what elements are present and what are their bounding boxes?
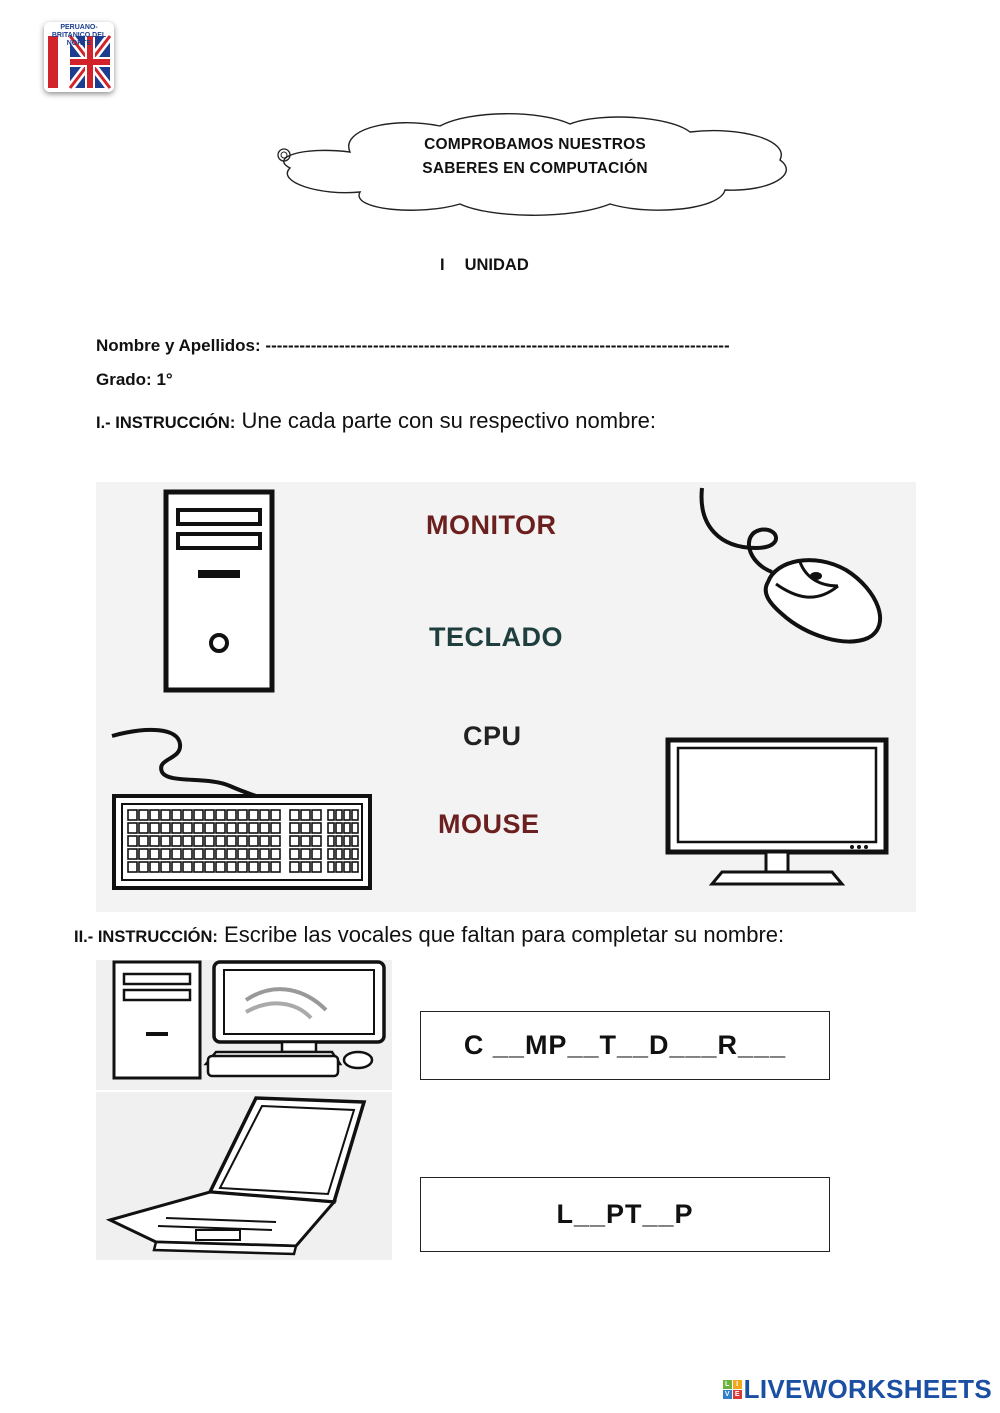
keyboard-icon[interactable] — [108, 726, 378, 892]
word-monitor[interactable]: MONITOR — [426, 510, 557, 540]
cloud-title-line1: COMPROBAMOS NUESTROS — [424, 136, 646, 153]
section1-label: I.- INSTRUCCIÓN: — [96, 414, 236, 432]
word-mouse[interactable]: MOUSE — [438, 809, 540, 839]
mouse-icon[interactable] — [696, 486, 896, 646]
desktop-computer-picture — [96, 960, 392, 1090]
section2-text: Escribe las vocales que faltan para completar su nombre: — [224, 922, 785, 947]
matching-exercise — [96, 482, 916, 912]
monitor-icon[interactable] — [662, 734, 892, 890]
grade-label: Grado: 1° — [96, 370, 173, 389]
desktop-computer-icon — [96, 960, 392, 1090]
answer-box-computadora[interactable]: C __MP__T__D___R___ — [420, 1011, 830, 1080]
laptop-icon — [96, 1092, 392, 1260]
answer-box-laptop[interactable]: L__PT__P — [420, 1177, 830, 1252]
name-label: Nombre y Apellidos: — [96, 336, 261, 355]
title-cloud — [270, 112, 800, 220]
unit-label: UNIDAD — [464, 256, 529, 274]
unit-number: I — [440, 256, 445, 274]
section1-text: Une cada parte con su respectivo nombre: — [241, 408, 657, 433]
logo-text: PERUANO-BRITANICO DEL NORTE — [51, 24, 107, 47]
name-line — [96, 336, 730, 356]
unit-heading — [440, 256, 549, 275]
laptop-picture — [96, 1092, 392, 1260]
word-cpu[interactable]: CPU — [463, 721, 522, 751]
section2-instruction — [74, 922, 784, 948]
name-blank[interactable]: ---------------------------------------------------------------------------------- — [265, 336, 730, 355]
word-teclado[interactable]: TECLADO — [429, 622, 563, 652]
section2-label: II.- INSTRUCCIÓN: — [74, 928, 218, 946]
section1-instruction — [96, 408, 656, 434]
liveworksheets-brand[interactable] — [723, 1374, 992, 1405]
liveworksheets-logo-icon: L I V E — [723, 1380, 742, 1399]
school-logo — [44, 22, 114, 92]
brand-name: LIVEWORKSHEETS — [743, 1374, 992, 1404]
cpu-tower-icon[interactable] — [162, 488, 278, 696]
cloud-title-line2: SABERES EN COMPUTACIÓN — [422, 160, 648, 177]
